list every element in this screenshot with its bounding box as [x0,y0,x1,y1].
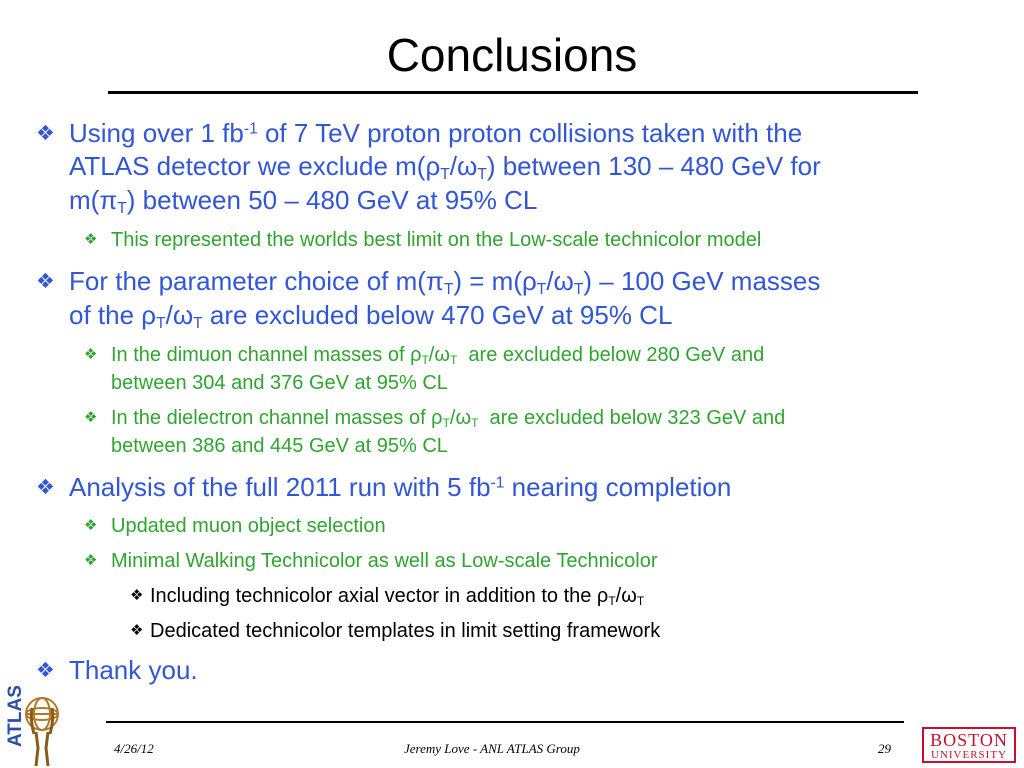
subscript: T [421,353,429,367]
subscript: T [608,594,616,608]
subscript: T [117,199,127,217]
diamond-bullet-icon: ❖ [130,587,144,604]
slide-title: Conclusions [386,29,638,81]
text: Updated muon object selection [111,515,386,537]
subscript: T [449,353,458,367]
subscript: T [443,280,454,298]
text: For the parameter choice of m(π [69,266,444,296]
bu-logo-line-2: UNIVERSITY [931,749,1007,761]
text: ) between 50 – 480 GeV at 95% CL [126,185,538,215]
text: ) = m(ρ [453,266,537,296]
text: of the ρ [69,300,157,330]
text: are excluded below 470 GeV at 95% CL [202,300,673,330]
atlas-figure-icon [22,690,66,768]
text: Analysis of the full 2011 run with 5 fb [69,472,491,502]
diamond-bullet-icon: ❖ [84,409,98,426]
text: /ω [449,151,478,181]
text: /ω [546,266,574,296]
diamond-bullet-icon: ❖ [36,659,55,682]
text: /ω [615,585,637,607]
text: Thank you. [69,655,198,685]
bu-logo-line-1: BOSTON [930,730,1008,750]
subscript: T [636,594,645,608]
text: ATLAS detector we exclude m(ρ [69,151,441,181]
text: In the dielectron channel masses of ρ [111,407,443,429]
bullet-2-sub-2-line-2: between 386 and 445 GeV at 95% CL [111,435,448,457]
subscript: T [477,165,487,183]
text: Dedicated technicolor templates in limit setting framework [150,620,661,642]
text: Using over 1 fb [69,118,244,148]
subscript: T [193,314,203,332]
bullet-1-line-3 [69,183,537,218]
diamond-bullet-icon: ❖ [130,622,144,639]
text: ) – 100 GeV masses [583,266,821,296]
text: In the dimuon channel masses of ρ [111,344,422,366]
text: /ω [449,407,472,429]
text: /ω [428,344,450,366]
subscript: T [442,416,450,430]
text: /ω [165,300,194,330]
bullet-2-sub-1-line-2: between 304 and 376 GeV at 95% CL [111,372,448,394]
diamond-bullet-icon: ❖ [84,552,98,569]
subscript: T [156,314,166,332]
text: ) between 130 – 480 GeV for [486,151,821,181]
boston-university-logo [922,727,1016,763]
text: Minimal Walking Technicolor as well as Low-scale Technicolor [111,550,658,572]
subscript: T [471,416,479,430]
text: of 7 TeV proton proton collisions taken with the [257,118,803,148]
text: nearing completion [504,472,732,502]
diamond-bullet-icon: ❖ [36,122,55,145]
footer-date: 4/26/12 [114,741,154,756]
footer-author: Jeremy Love - ANL ATLAS Group [404,741,580,756]
text: are excluded below 280 GeV and [457,344,765,366]
diamond-bullet-icon: ❖ [84,346,98,363]
bullet-1-line-2 [69,149,821,184]
footer-page-number: 29 [878,741,891,756]
atlas-logo-text: ATLAS [5,685,26,747]
bullet-2-line-2 [69,298,672,333]
diamond-bullet-icon: ❖ [84,517,98,534]
diamond-bullet-icon: ❖ [36,476,55,499]
text: Including technicolor axial vector in addition to the ρ [150,585,609,607]
superscript: -1 [243,120,258,138]
diamond-bullet-icon: ❖ [36,270,55,293]
footer-divider [106,721,904,723]
diamond-bullet-icon: ❖ [84,231,98,248]
subscript: T [536,280,547,298]
text: m(π [69,185,118,215]
text: This represented the worlds best limit on the Low-scale technicolor model [111,229,762,251]
subscript: T [440,165,450,183]
text: are excluded below 323 GeV and [478,407,786,429]
subscript: T [573,280,584,298]
superscript: -1 [490,474,505,492]
